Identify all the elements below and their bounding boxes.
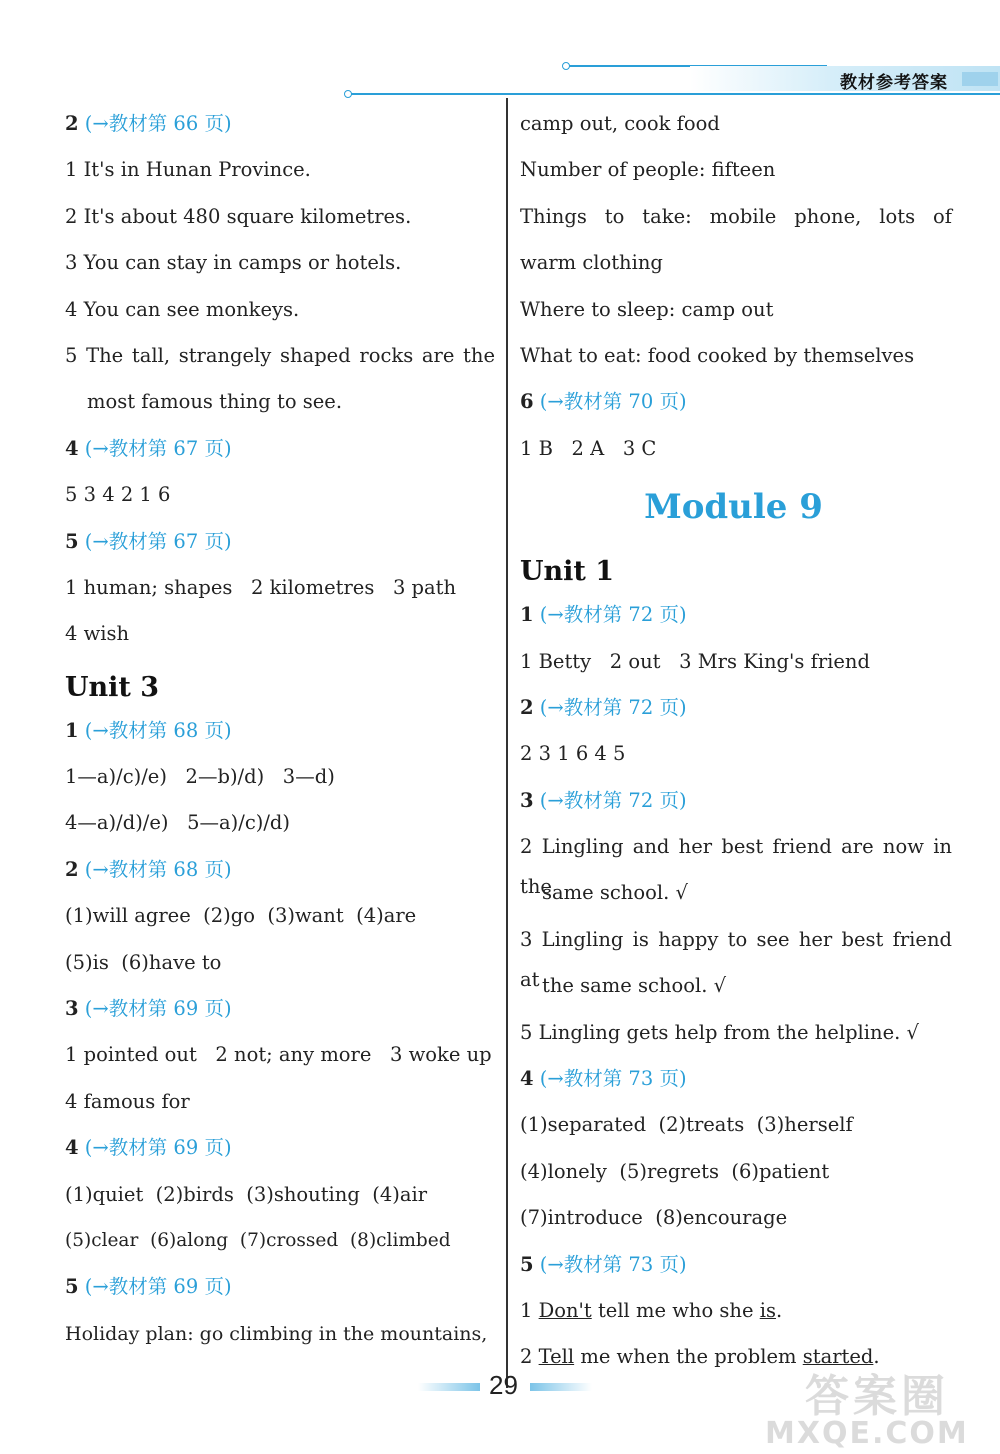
- exercise-heading: 3 (→教材第 69 页): [65, 997, 232, 1021]
- exercise-heading: 4 (→教材第 67 页): [65, 436, 232, 460]
- textbook-reference: (→教材第 72 页): [539, 603, 687, 627]
- header-tail-block: [962, 72, 998, 86]
- answer-line: (1)separated (2)treats (3)herself: [520, 1113, 853, 1137]
- underlined-word: started: [802, 1345, 874, 1369]
- answer-line: (5)clear (6)along (7)crossed (8)climbed: [65, 1229, 451, 1251]
- unit-heading: Unit 3: [65, 671, 160, 703]
- watermark: [765, 1360, 995, 1450]
- textbook-reference: (→教材第 72 页): [539, 788, 687, 812]
- exercise-heading: 5 (→教材第 69 页): [65, 1275, 232, 1299]
- exercise-heading: 2 (→教材第 68 页): [65, 857, 232, 881]
- exercise-heading: 5 (→教材第 73 页): [520, 1252, 687, 1276]
- exercise-heading: 2 (→教材第 72 页): [520, 695, 687, 719]
- textbook-reference: (→教材第 73 页): [539, 1067, 687, 1091]
- answer-line: 2 Lingling and her best friend are now in the: [520, 835, 952, 899]
- answer-line: 5 3 4 2 1 6: [65, 483, 171, 507]
- answer-line: 1 Don't tell me who she is.: [520, 1298, 783, 1322]
- answer-line: 1 It's in Hunan Province.: [65, 158, 311, 182]
- answer-line: 4 wish: [65, 622, 130, 646]
- answer-line: Holiday plan: go climbing in the mountains,: [65, 1322, 488, 1345]
- answer-line: 4 You can see monkeys.: [65, 297, 300, 321]
- footer-decoration-right: [530, 1383, 592, 1391]
- header-rule: [348, 93, 1000, 95]
- answer-line: 2 It's about 480 square kilometres.: [65, 204, 412, 228]
- answer-line: 1 human; shapes 2 kilometres 3 path: [65, 575, 457, 599]
- answer-line: 4 famous for: [65, 1089, 190, 1113]
- underlined-word: Tell: [538, 1345, 575, 1369]
- textbook-reference: (→教材第 67 页): [84, 529, 232, 553]
- answer-line: 1 Betty 2 out 3 Mrs King's friend: [520, 649, 870, 673]
- page-number: 29: [489, 1370, 518, 1400]
- right-column: [520, 104, 952, 1384]
- textbook-reference: (→教材第 73 页): [539, 1252, 687, 1276]
- textbook-reference: (→教材第 67 页): [84, 436, 232, 460]
- answer-line: Things to take: mobile phone, lots of: [520, 204, 952, 228]
- textbook-reference: (→教材第 69 页): [84, 1136, 232, 1160]
- textbook-reference: (→教材第 69 页): [84, 1275, 232, 1299]
- answer-line: (4)lonely (5)regrets (6)patient: [520, 1159, 830, 1183]
- answer-line: (5)is (6)have to: [65, 950, 222, 974]
- underlined-word: is: [759, 1298, 776, 1322]
- header-label: 教材参考答案: [840, 73, 948, 93]
- answer-line: What to eat: food cooked by themselves: [520, 343, 915, 367]
- textbook-reference: (→教材第 68 页): [84, 857, 232, 881]
- answer-line: 5 Lingling gets help from the helpline. √: [520, 1020, 919, 1044]
- answer-line: Number of people: fifteen: [520, 158, 776, 182]
- exercise-heading: 5 (→教材第 67 页): [65, 529, 232, 553]
- answer-line: 3 You can stay in camps or hotels.: [65, 251, 402, 275]
- footer-decoration-left: [418, 1383, 480, 1391]
- header-top-dot: [562, 62, 570, 70]
- answer-line: the same school. √: [542, 974, 727, 998]
- watermark-url: MXQE.COM: [765, 1416, 969, 1451]
- answer-line: (1)will agree (2)go (3)want (4)are: [65, 904, 417, 928]
- answer-line: most famous thing to see.: [87, 390, 343, 414]
- answer-line: 1 B 2 A 3 C: [520, 436, 657, 460]
- answer-line: (1)quiet (2)birds (3)shouting (4)air: [65, 1182, 428, 1206]
- answer-line: 2 Tell me when the problem started.: [520, 1345, 880, 1369]
- answer-line: same school. √: [542, 881, 688, 905]
- answer-line: (7)introduce (8)encourage: [520, 1206, 788, 1230]
- answer-line: 3 Lingling is happy to see her best friend at: [520, 927, 952, 991]
- watermark-logo-text: 答案圈: [805, 1371, 949, 1422]
- exercise-heading: 4 (→教材第 69 页): [65, 1136, 232, 1160]
- answer-line: 1 pointed out 2 not; any more 3 woke up: [65, 1043, 492, 1067]
- exercise-heading: 6 (→教材第 70 页): [520, 390, 687, 414]
- header-dot: [344, 90, 352, 98]
- answer-line: Where to sleep: camp out: [520, 297, 774, 321]
- exercise-heading: 1 (→教材第 72 页): [520, 603, 687, 627]
- answer-line: 1—a)/c)/e) 2—b)/d) 3—d): [65, 765, 335, 789]
- textbook-reference: (→教材第 69 页): [84, 997, 232, 1021]
- textbook-reference: (→教材第 66 页): [84, 112, 232, 135]
- answer-line: warm clothing: [520, 251, 663, 275]
- left-column: [65, 104, 495, 1360]
- column-divider: [506, 98, 508, 1388]
- answer-line: camp out, cook food: [520, 112, 720, 135]
- exercise-heading: 1 (→教材第 68 页): [65, 718, 232, 742]
- exercise-heading: 3 (→教材第 72 页): [520, 788, 687, 812]
- underlined-word: Don't: [538, 1298, 592, 1322]
- exercise-heading: 4 (→教材第 73 页): [520, 1067, 687, 1091]
- answer-line: 4—a)/d)/e) 5—a)/c)/d): [65, 811, 291, 835]
- textbook-reference: (→教材第 72 页): [539, 695, 687, 719]
- unit-heading: Unit 1: [520, 556, 615, 588]
- module-title: Module 9: [644, 487, 823, 528]
- exercise-heading: 2 (→教材第 66 页): [65, 112, 232, 135]
- answer-line: 5 The tall, strangely shaped rocks are the: [65, 343, 495, 367]
- textbook-reference: (→教材第 70 页): [539, 390, 687, 414]
- textbook-reference: (→教材第 68 页): [84, 718, 232, 742]
- answer-line: 2 3 1 6 4 5: [520, 742, 626, 766]
